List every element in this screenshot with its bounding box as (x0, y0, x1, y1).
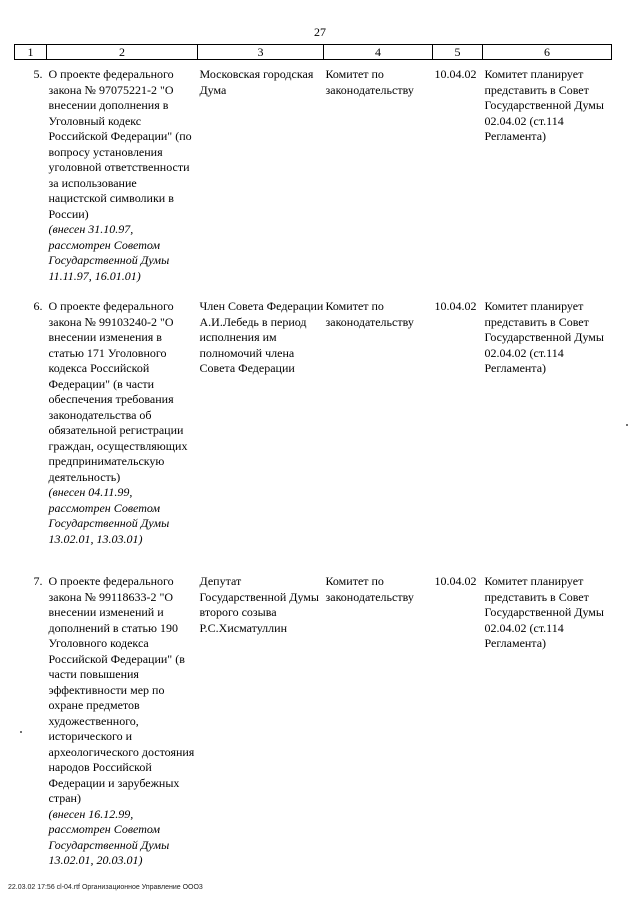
committee-plan: Комитет планирует представить в Совет Государственной Думы 02.04.02 (ст.114 Регламента) (484, 299, 604, 375)
bill-title: О проекте федерального закона № 99103240-2 "О внесении изменения в статью 171 Уголовного кодекса Российской Федерации" (в части обеспечения требования законодательства об обязательной регистрации граждан, осуществляющих предпринимательскую деятельность) (48, 299, 188, 484)
review-date: 10.04.02 (434, 574, 477, 588)
document-footer: 22.03.02 17:56 cl-04.rtf Организационное Управление ООО3 (8, 884, 203, 891)
committee-plan: Комитет планирует представить в Совет Государственной Думы 02.04.02 (ст.114 Регламента) (484, 574, 604, 650)
row-number: 6. (33, 299, 43, 313)
bills-table (14, 44, 612, 874)
column-number-header (15, 45, 612, 60)
responsible-committee: Комитет по законодательству (325, 574, 414, 604)
review-date: 10.04.02 (434, 299, 477, 313)
row-number: 5. (33, 67, 43, 81)
row-number: 7. (33, 574, 43, 588)
responsible-committee: Комитет по законодательству (325, 67, 414, 97)
bill-author: Московская городская Дума (199, 67, 314, 97)
bill-description (47, 292, 198, 567)
header-cell-3: 3 (198, 45, 324, 60)
scan-speck (626, 424, 628, 426)
table-row (15, 292, 612, 567)
bill-title: О проекте федерального закона № 97075221-2 "О внесении дополнения в Уголовный кодекс Российской Федерации" (по вопросу установления уголовной ответственности за использование нацистской символики в России) (48, 67, 192, 221)
bill-description (47, 567, 198, 874)
bill-author: Член Совета Федерации А.И.Лебедь в период исполнения им полномочий члена Совета Федерации (199, 299, 324, 375)
responsible-committee: Комитет по законодательству (325, 299, 414, 329)
scan-speck (20, 731, 22, 733)
committee-plan: Комитет планирует представить в Совет Государственной Думы 02.04.02 (ст.114 Регламента) (484, 67, 604, 143)
bill-history-note: (внесен 31.10.97, рассмотрен Советом Государственной Думы 11.11.97, 16.01.01) (48, 222, 170, 283)
table-row (15, 567, 612, 874)
header-cell-4: 4 (324, 45, 433, 60)
bill-description (47, 60, 198, 293)
bill-title: О проекте федерального закона № 99118633-2 "О внесении изменений и дополнений в статью 190 Уголовного кодекса Российской Федерации" (в части повышения эффективности мер по охране предметов художественного, исторического и археологического достояния народов Российской Федерации и зарубежных стран) (48, 574, 195, 805)
header-cell-5: 5 (433, 45, 483, 60)
bill-history-note: (внесен 16.12.99, рассмотрен Советом Государственной Думы 13.02.01, 20.03.01) (48, 806, 170, 867)
header-cell-6: 6 (483, 45, 612, 60)
header-cell-2: 2 (47, 45, 198, 60)
table-row (15, 60, 612, 293)
bill-author: Депутат Государственной Думы второго созыва Р.С.Хисматуллин (199, 574, 319, 635)
header-cell-1: 1 (15, 45, 47, 60)
bill-history-note: (внесен 04.11.99, рассмотрен Советом Государственной Думы 13.02.01, 13.03.01) (48, 485, 170, 546)
page-number: 27 (314, 25, 326, 39)
review-date: 10.04.02 (434, 67, 477, 81)
